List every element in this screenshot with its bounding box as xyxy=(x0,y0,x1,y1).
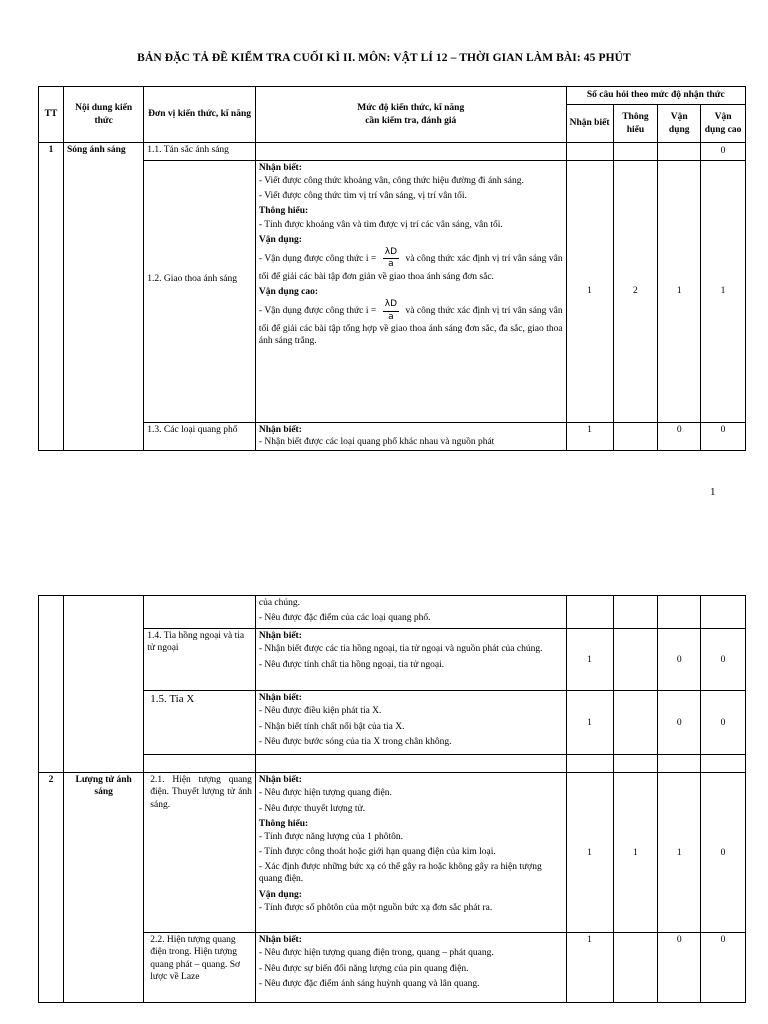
criterion: - Viết được công thức khoảng vân, công thức hiệu đường đi ánh sáng. xyxy=(258,176,524,187)
count-thong-hieu xyxy=(613,143,658,161)
count-nhan-biet: 1 xyxy=(566,629,613,691)
topic-number: 1 xyxy=(39,143,64,451)
header-muc-do xyxy=(255,87,566,143)
count-thong-hieu xyxy=(613,755,658,773)
fraction-lambda-d-over-a xyxy=(383,299,399,323)
header-van-dung-cao: Vận dụng cao xyxy=(701,105,746,143)
spec-table-page-2 xyxy=(38,595,746,1003)
criterion-text: và công thức xác định vị trí vân sáng vân tối để giải các bài tập tổng hợp về giao thoa ánh sáng đơn sắc, đa sắc, giao thoa ánh sáng trắng. xyxy=(258,306,563,347)
header-tt: TT xyxy=(39,87,64,143)
unit-name: 1.3. Các loại quang phổ xyxy=(144,423,256,451)
count-van-dung-cao: 0 xyxy=(701,629,746,691)
label-van-dung: Vận dụng: xyxy=(258,234,302,245)
count-van-dung: 1 xyxy=(658,773,701,933)
unit-name: 2.2. Hiện tượng quang điện trong. Hiện tượng quang phát – quang. Sơ lược về Laze xyxy=(144,933,256,1003)
header-don-vi: Đơn vị kiến thức, kĩ năng xyxy=(144,87,256,143)
unit-criteria xyxy=(255,629,566,691)
count-thong-hieu xyxy=(613,596,658,629)
label-nhan-biet: Nhận biết: xyxy=(258,693,302,704)
count-van-dung-cao: 0 xyxy=(701,423,746,451)
fraction-denominator: a xyxy=(388,311,394,322)
unit-criteria xyxy=(255,755,566,773)
unit-criteria xyxy=(255,423,566,451)
count-nhan-biet xyxy=(566,143,613,161)
criterion: - Nêu được thuyết lượng tử. xyxy=(258,803,366,814)
count-van-dung xyxy=(658,755,701,773)
count-van-dung: 0 xyxy=(658,629,701,691)
unit-name: 1.4. Tia hồng ngoại và tia tử ngoại xyxy=(144,629,256,691)
count-thong-hieu xyxy=(613,423,658,451)
unit-name xyxy=(144,596,256,629)
spec-table-page-1 xyxy=(38,86,746,451)
fraction-numerator: λD xyxy=(383,247,399,260)
header-thong-hieu: Thông hiểu xyxy=(613,105,658,143)
topic-name xyxy=(64,596,144,773)
count-nhan-biet: 1 xyxy=(566,773,613,933)
count-nhan-biet: 1 xyxy=(566,161,613,423)
unit-name: 1.2. Giao thoa ánh sáng xyxy=(144,161,256,423)
unit-name: 2.1. Hiện tượng quang điện. Thuyết lượng tử ánh sáng. xyxy=(144,773,256,933)
criterion: - Nêu được bước sóng của tia X trong chân không. xyxy=(258,736,452,747)
label-nhan-biet: Nhận biết: xyxy=(258,631,302,642)
label-nhan-biet: Nhận biết: xyxy=(258,775,302,786)
count-van-dung xyxy=(658,596,701,629)
label-van-dung-cao: Vận dụng cao: xyxy=(258,287,318,298)
label-nhan-biet: Nhận biết: xyxy=(258,163,302,173)
count-van-dung: 0 xyxy=(658,691,701,755)
count-thong-hieu xyxy=(613,629,658,691)
criterion-text: - Vận dụng được công thức i = xyxy=(258,254,377,265)
count-nhan-biet: 1 xyxy=(566,691,613,755)
count-van-dung-cao xyxy=(701,596,746,629)
page-number: 1 xyxy=(710,486,716,498)
label-nhan-biet: Nhận biết: xyxy=(258,935,302,946)
criterion: - Nêu được đặc điểm ánh sáng huỳnh quang và lân quang. xyxy=(258,978,480,989)
count-thong-hieu: 1 xyxy=(613,773,658,933)
criterion: - Nêu được sự biến đổi năng lượng của pin quang điện. xyxy=(258,963,469,974)
header-nhan-biet: Nhận biết xyxy=(566,105,613,143)
count-van-dung-cao: 1 xyxy=(701,161,746,423)
count-van-dung-cao: 0 xyxy=(701,933,746,1003)
unit-criteria xyxy=(255,933,566,1003)
count-nhan-biet xyxy=(566,755,613,773)
count-van-dung-cao: 0 xyxy=(701,143,746,161)
criterion: - Tính được khoảng vân và tìm được vị trí các vân sáng, vân tối. xyxy=(258,219,503,230)
criterion: - Nêu được hiện tượng quang điện. xyxy=(258,788,392,799)
label-thong-hieu: Thông hiểu: xyxy=(258,818,309,829)
header-muc-do-line2: cần kiểm tra, đánh giá xyxy=(365,115,457,126)
count-van-dung-cao xyxy=(701,755,746,773)
count-van-dung-cao: 0 xyxy=(701,691,746,755)
fraction-denominator: a xyxy=(388,259,394,270)
label-nhan-biet: Nhận biết: xyxy=(258,425,302,435)
header-muc-do-line1: Mức độ kiến thức, kĩ năng xyxy=(357,103,465,114)
unit-criteria xyxy=(255,691,566,755)
criterion: - Nêu được tính chất tia hồng ngoại, tia tử ngoại. xyxy=(258,659,445,670)
count-nhan-biet: 1 xyxy=(566,423,613,451)
criterion: - Tính được công thoát hoặc giới hạn quang điện của kim loại. xyxy=(258,847,496,858)
count-van-dung-cao: 0 xyxy=(701,773,746,933)
criterion-formula xyxy=(259,247,563,283)
criterion: - Nhận biết được các tia hồng ngoại, tia tử ngoại và nguồn phát của chúng. xyxy=(258,644,543,655)
label-thong-hieu: Thông hiểu: xyxy=(258,206,309,217)
criterion-text: - Vận dụng được công thức i = xyxy=(258,306,377,317)
header-van-dung: Vận dụng xyxy=(658,105,701,143)
unit-criteria xyxy=(255,596,566,629)
unit-criteria xyxy=(255,161,566,423)
criterion-text: và công thức xác định vị trí vân sáng vân tối để giải các bài tập đơn giản về giao thoa ánh sáng đơn sắc. xyxy=(258,254,563,282)
criterion: - Nêu được hiện tượng quang điện trong, quang – phát quang. xyxy=(258,948,494,959)
count-van-dung: 0 xyxy=(658,423,701,451)
count-nhan-biet: 1 xyxy=(566,933,613,1003)
count-thong-hieu xyxy=(613,691,658,755)
unit-criteria xyxy=(255,773,566,933)
unit-criteria xyxy=(255,143,566,161)
document-title: BẢN ĐẶC TẢ ĐỀ KIỂM TRA CUỐI KÌ II. MÔN: VẬT LÍ 12 – THỜI GIAN LÀM BÀI: 45 PHÚT xyxy=(137,52,631,64)
criterion: - Nhận biết được các loại quang phổ khác nhau và nguồn phát xyxy=(258,437,495,448)
unit-name: 1.5. Tia X xyxy=(144,691,256,755)
count-thong-hieu: 2 xyxy=(613,161,658,423)
fraction-lambda-d-over-a xyxy=(383,247,399,271)
topic-name: Lượng tử ánh sáng xyxy=(64,773,144,1003)
count-van-dung: 1 xyxy=(658,161,701,423)
criterion: - Nêu được đặc điểm của các loại quang phổ. xyxy=(258,613,431,624)
criterion: - Nhận biết tính chất nổi bật của tia X. xyxy=(258,721,405,732)
count-thong-hieu xyxy=(613,933,658,1003)
criterion: - Tính được năng lượng của 1 phôtôn. xyxy=(258,831,404,842)
criterion: - Tính được số phôtôn của một nguồn bức xạ đơn sắc phát ra. xyxy=(258,902,493,913)
criterion: của chúng. xyxy=(258,598,301,608)
header-noi-dung: Nội dung kiến thức xyxy=(64,87,144,143)
topic-number: 2 xyxy=(39,773,64,1003)
count-nhan-biet xyxy=(566,596,613,629)
header-so-cau: Số câu hỏi theo mức độ nhận thức xyxy=(566,87,745,105)
topic-name: Sóng ánh sáng xyxy=(64,143,144,451)
criterion-formula xyxy=(259,299,563,347)
count-van-dung xyxy=(658,143,701,161)
topic-number xyxy=(39,596,64,773)
unit-name xyxy=(144,755,256,773)
fraction-numerator: λD xyxy=(383,299,399,312)
criterion: - Viết được công thức tìm vị trí vân sáng, vị trí vân tối. xyxy=(258,191,467,202)
count-van-dung: 0 xyxy=(658,933,701,1003)
criterion: - Nêu được điều kiện phát tia X. xyxy=(258,706,382,717)
criterion: - Xác định được những bức xạ có thể gây ra hoặc không gây ra hiện tượng quang điện. xyxy=(258,862,542,885)
unit-name: 1.1. Tán sắc ánh sáng xyxy=(144,143,256,161)
label-van-dung: Vận dụng: xyxy=(258,889,302,900)
